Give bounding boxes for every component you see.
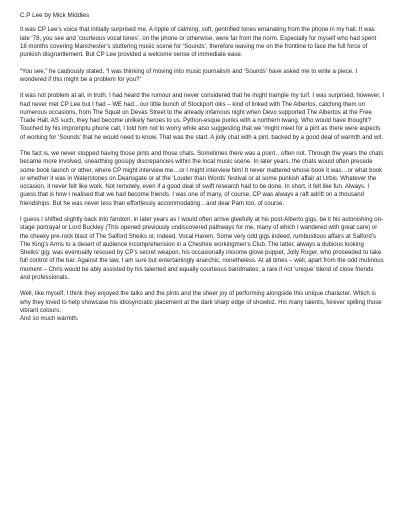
document-title: C.P Lee by Mick Middles (20, 12, 90, 19)
paragraph-line: It was not problem at all, in truth. I had heard the rumour and never considered that he might trample my turf. I was surprised, however, I had never met CP Lee but I had – WE had…our little bunch of Stockport oiks – kind of linked with The Albertos, catching them on numerous occasions, from The Squat on Devas Street to the already infamous night when Devo supported The Albertos at the Free Trade Hall. AS such, they had become unlikely heroes to us. Python-esque punks with a northern twang. Who would have thought? (20, 93, 385, 124)
paragraph-line: And so much warmth. (20, 316, 79, 322)
paragraph-line: The fact is, we never stopped having those pints and those chats. Sometimes there was a point…often not. Through the years the chats became more involved, unearthing gossipy discrepancies within the local music scene. In later years, the chats would often precede some book launch or other, where CP might interview me…or I might interview him! It never mattered whose book it was…or what book or whether it was in Waterstones on Deansgate or at the ‘Louder than Words’ festival or at some punkish affair at Urbis. Whatever the occasion, it never felt like work. Not remotely, even if a good deal of swift research had to be done. In short, it felt like fun. Always. I guess that is how I realised that we had become friends. I was one of many, of course, CP was always a raft adrift on a thousand friendships. But he was never less than effortlessly accommodating…and dear Pam too, of course. (20, 151, 384, 207)
paragraph-line: I guess I shifted slightly back into fandom, in later years as I would often arrive gleefully at his post-Alberto gigs, be it his astonishing on-stage portrayal or Lord Buckley (This opened previously undiscovered pathways for me, many of which I wandered with great care) or the cheeky pre-rock blast of The Salford Sheiks or, indeed, Vocal Harem. Some very odd gigs indeed, rumbustious affairs at Salford’s The King’s Arms to a desert of audience incomprehension in a Cheshire workingmen’s Club. The latter, always a dubious looking Sheiks’ gig, was eventually rescued by CP’s secret weapon, his occasionally irksome glove puppet, Jolly Roger, who proceeded to take full control of the bar. Against the law, I am sure but entertainingly anarchic, nonetheless. At all times – well, apart from the odd mutinous moment – Chris would be ably assisted by his talented and equally courteous bandmates; a rare if not ‘unique’ blend of close friends and professionals. (20, 217, 384, 281)
paragraph-3 (20, 92, 384, 142)
paragraph-1 (20, 26, 384, 59)
paragraph-2 (20, 68, 384, 85)
paragraph-line: Touched by his impromptu phone call, I told him not to worry while also suggesting that we ‘might meet for a pint as there were aspects of working for ‘Sounds’ that he would need to know. That was the start. A jolly chat with a pint, backed by a good deal of warmth and wit. (20, 126, 384, 141)
document-page (20, 12, 384, 332)
paragraph-4 (20, 150, 384, 208)
paragraph-6 (20, 290, 384, 323)
paragraph-line: It was CP Lee’s voice that initially surprised me. A ripple of calming, soft, gentrified tones emanating from the phone in my hall. It was late ‘78, you see and ‘courteous vocal tones’, on the phone or otherwise, were far from the norm. Especially for myself who had spent 18 months covering Manchester’s stuttering music scene for ‘Sounds’, therefore leaving me on the frontline to face the full force of punkish disgruntlement. But CP Lee provided a welcome sense of immediate ease. (20, 27, 377, 58)
paragraph-line: “You see,” he cautiously stated, “I was thinking of moving into music journalism and ‘Sounds’ have asked me to write a piece. I wondered if this might be a problem for you?” (20, 68, 358, 83)
paragraph-5 (20, 216, 384, 282)
paragraph-line: Well, like myself, I think they enjoyed the talks and the pints and the sheer joy of performing alongside this unique character. Which is why they loved to help showcase his idiosyncratic placement at the dark sharp edge of showbiz. His many talents, forever spilling those vibrant colours. (20, 291, 382, 314)
